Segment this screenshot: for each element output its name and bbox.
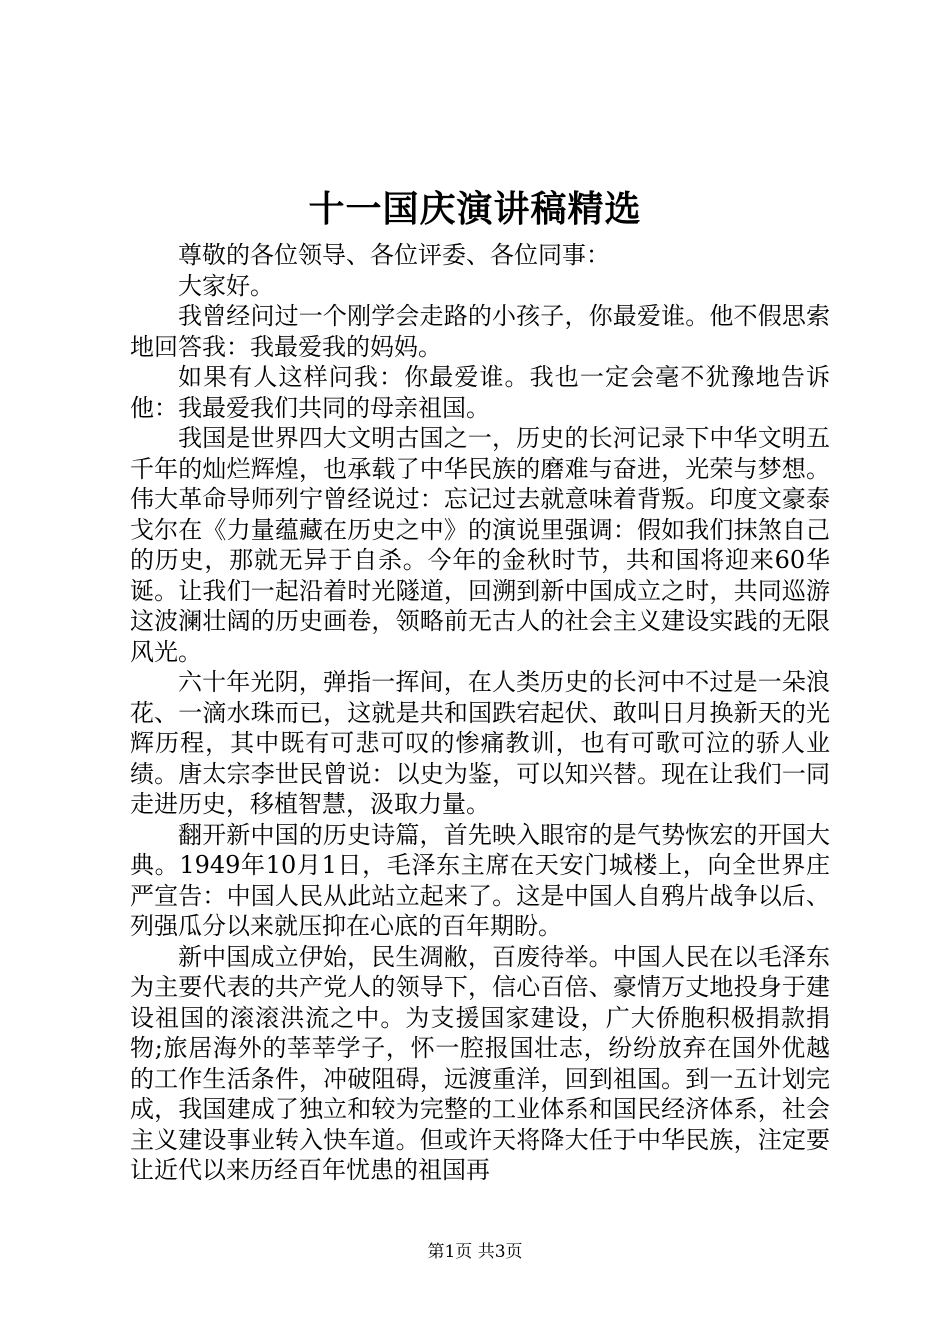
page-number-footer: 第1页 共3页	[427, 1242, 523, 1262]
document-title: 十一国庆演讲稿精选	[308, 188, 642, 230]
paragraph: 翻开新中国的历史诗篇，首先映入眼帘的是气势恢宏的开国大典。1949年10月1日，毛泽东主席在天安门城楼上，向全世界庄严宣告：中国人民从此站立起来了。这是中国人自鸦片战争以后、列强瓜分以来就压抑在心底的百年期盼。	[130, 820, 830, 940]
paragraph-salutation: 尊敬的各位领导、各位评委、各位同事：	[178, 241, 610, 269]
paragraph: 六十年光阴，弹指一挥间，在人类历史的长河中不过是一朵浪花、一滴水珠而已，这就是共和国跌宕起伏、敢叫日月换新天的光辉历程，其中既有可悲可叹的惨痛教训，也有可歌可泣的骄人业绩。唐太宗李世民曾说：以史为鉴，可以知兴替。现在让我们一同走进历史，移植智慧，汲取力量。	[130, 668, 830, 818]
paragraph: 我国是世界四大文明古国之一，历史的长河记录下中华文明五千年的灿烂辉煌，也承载了中华民族的磨难与奋进，光荣与梦想。伟大革命导师列宁曾经说过：忘记过去就意味着背叛。印度文豪泰戈尔在《力量蕴藏在历史之中》的演说里强调：假如我们抹煞自己的历史，那就无异于自杀。今年的金秋时节，共和国将迎来60华诞。让我们一起沿着时光隧道，回溯到新中国成立之时，共同巡游这波澜壮阔的历史画卷，领略前无古人的社会主义建设实践的无限风光。	[130, 424, 830, 666]
document-body	[130, 240, 830, 1186]
paragraph: 如果有人这样问我：你最爱谁。我也一定会毫不犹豫地告诉他：我最爱我们共同的母亲祖国。	[130, 363, 830, 422]
paragraph-greeting: 大家好。	[178, 271, 274, 300]
paragraph: 我曾经问过一个刚学会走路的小孩子，你最爱谁。他不假思索地回答我：我最爱我的妈妈。	[130, 302, 830, 361]
paragraph: 新中国成立伊始，民生凋敝，百废待举。中国人民在以毛泽东为主要代表的共产党人的领导下，信心百倍、豪情万丈地投身于建设祖国的滚滚洪流之中。为支援国家建设，广大侨胞积极捐款捐物;旅居海外的莘莘学子，怀一腔报国壮志，纷纷放弃在国外优越的工作生活条件，冲破阻碍，远渡重洋，回到祖国。到一五计划完成，我国建成了独立和较为完整的工业体系和国民经济体系，社会主义建设事业转入快车道。但或许天将降大任于中华民族，注定要让近代以来历经百年忧患的祖国再	[130, 942, 830, 1184]
